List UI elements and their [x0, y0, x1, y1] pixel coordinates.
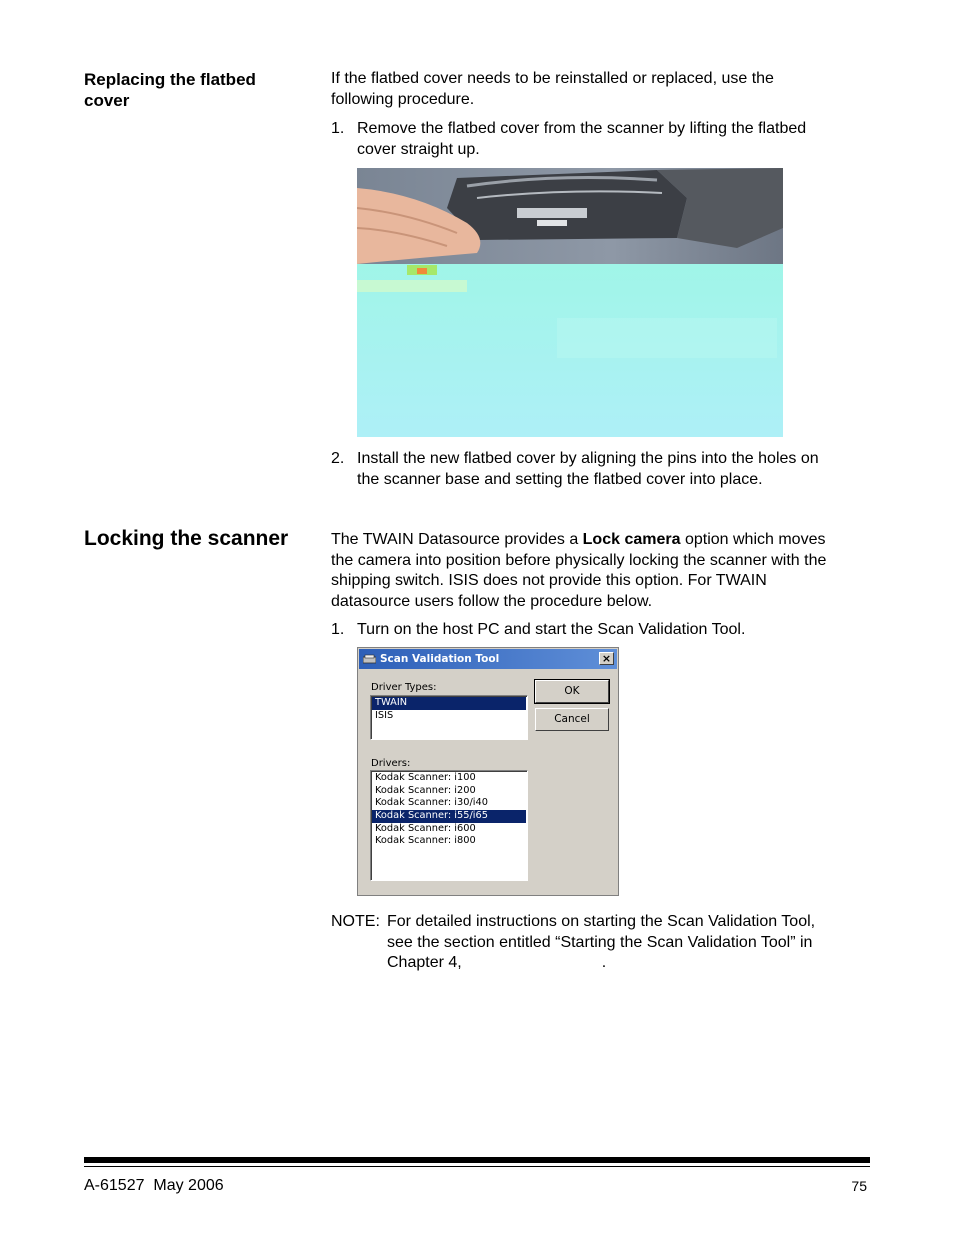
list-item[interactable]: Kodak Scanner: i55/i65	[372, 810, 526, 823]
scan-validation-tool-dialog	[357, 647, 619, 896]
intro-line: datasource users follow the procedure below.	[331, 592, 653, 610]
list-item[interactable]: ISIS	[375, 709, 394, 721]
step-line: cover straight up.	[357, 140, 480, 158]
close-icon[interactable]: ×	[599, 652, 614, 665]
section-heading-replacing-cover: Replacing the flatbed cover	[84, 70, 256, 110]
intro-line: following procedure.	[331, 90, 475, 108]
list-item[interactable]: TWAIN	[372, 697, 526, 710]
section2-step-1	[331, 620, 871, 641]
intro-line: the camera into position before physically locking the scanner with the	[331, 551, 827, 569]
note-line: see the section entitled “Starting the Scan Validation Tool” in	[387, 933, 813, 951]
intro-text: The TWAIN Datasource provides a	[331, 531, 583, 548]
step-text	[357, 620, 745, 641]
step-number: 1.	[331, 621, 345, 638]
intro-line	[331, 530, 871, 551]
section1-intro	[331, 69, 871, 110]
footer-rule-thin	[84, 1166, 870, 1167]
step-number: 1.	[331, 120, 345, 137]
note-text-fragment: Chapter 4,	[387, 954, 462, 971]
footer-page-number: 75	[851, 1178, 867, 1194]
drivers-label: Drivers:	[371, 758, 411, 769]
note-line	[387, 953, 871, 974]
driver-types-label: Driver Types:	[371, 682, 437, 693]
photo-illustration	[357, 168, 783, 437]
driver-types-listbox[interactable]	[370, 695, 528, 740]
list-item[interactable]: Kodak Scanner: i600	[375, 822, 476, 834]
step-line: the scanner base and setting the flatbed cover into place.	[357, 470, 763, 488]
intro-line: shipping switch. ISIS does not provide this option. For TWAIN	[331, 572, 767, 589]
scanner-app-icon	[363, 654, 376, 664]
flatbed-cover-photo	[357, 168, 783, 437]
list-item[interactable]: Kodak Scanner: i200	[375, 784, 476, 796]
note-line: For detailed instructions on starting the Scan Validation Tool,	[387, 913, 816, 930]
note-text-fragment: .	[601, 954, 607, 971]
note-text	[387, 912, 871, 974]
dialog-title: Scan Validation Tool	[380, 653, 500, 665]
intro-line: If the flatbed cover needs to be reinstalled or replaced, use the	[331, 70, 774, 87]
section1-step-2	[331, 449, 871, 491]
footer-rule-thick	[84, 1157, 870, 1163]
drivers-listbox[interactable]	[370, 770, 528, 881]
list-item[interactable]: Kodak Scanner: i800	[375, 835, 476, 847]
step-number: 2.	[331, 450, 345, 467]
step-line: Install the new flatbed cover by aligning the pins into the holes on	[357, 450, 819, 467]
note-label: NOTE:	[331, 913, 380, 930]
section-heading-locking-scanner: Locking the scanner	[84, 527, 289, 550]
intro-text: option which moves	[680, 531, 826, 548]
step-text	[357, 119, 806, 160]
step-text	[357, 449, 819, 490]
list-item[interactable]: Kodak Scanner: i30/i40	[375, 797, 488, 809]
step-line: Turn on the host PC and start the Scan Validation Tool.	[357, 621, 746, 638]
footer-doc-id: A-61527 May 2006	[84, 1177, 224, 1194]
list-item[interactable]: Kodak Scanner: i100	[375, 772, 476, 783]
step-line: Remove the flatbed cover from the scanner by lifting the flatbed	[357, 120, 807, 137]
dialog-title-bar	[359, 649, 617, 669]
lock-camera-term: Lock camera	[582, 531, 681, 548]
ok-button[interactable]: OK	[535, 680, 609, 703]
section2-intro	[331, 530, 871, 612]
cancel-button[interactable]: Cancel	[535, 708, 609, 731]
section1-step-1	[331, 119, 871, 161]
